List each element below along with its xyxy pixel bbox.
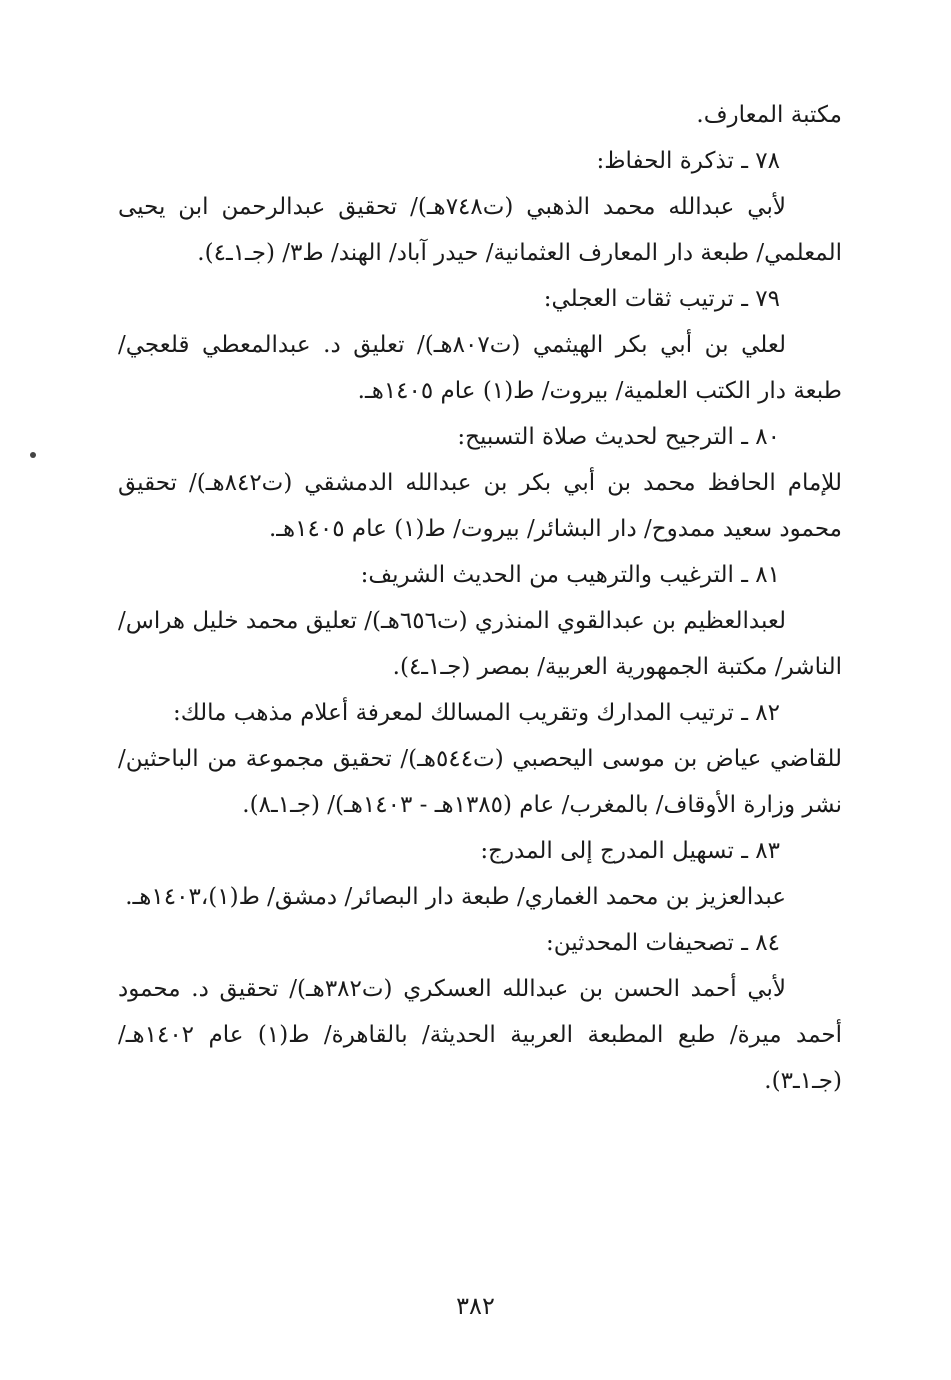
bibliography-entry-84 (118, 920, 842, 1104)
entry-heading: ٨٢ ـ ترتيب المدارك وتقريب المسالك لمعرفة أعلام مذهب مالك: (173, 700, 780, 726)
bibliography-entry-79 (118, 276, 842, 414)
entry-heading: ٨٤ ـ تصحيفات المحدثين: (545, 930, 780, 956)
entry-body: عبدالعزيز بن محمد الغماري/ طبعة دار البصائر/ دمشق/ ط(١)،١٤٠٣هـ. (125, 884, 786, 910)
bibliography-entry-80 (118, 414, 842, 552)
entry-body: لعلي بن أبي بكر الهيثمي (ت٨٠٧هـ)/ تعليق د. عبدالمعطي قلعجي/ طبعة دار الكتب العلمية/ بيروت/ ط(١) عام ١٤٠٥هـ. (118, 332, 842, 404)
bibliography-entry-82 (118, 690, 842, 828)
entry-heading: ٧٩ ـ ترتيب ثقات العجلي: (543, 286, 780, 312)
entry-body: للإمام الحافظ محمد بن أبي بكر بن عبدالله الدمشقي (ت٨٤٢هـ)/ تحقيق محمود سعيد ممدوح/ دار البشائر/ بيروت/ ط(١) عام ١٤٠٥هـ. (118, 470, 843, 542)
entry-body: لعبدالعظيم بن عبدالقوي المنذري (ت٦٥٦هـ)/ تعليق محمد خليل هراس/ الناشر/ مكتبة الجمهورية العربية/ بمصر (جـ١ـ٤). (118, 608, 842, 680)
bibliography-entry-83 (118, 828, 842, 920)
entry-body: للقاضي عياض بن موسى اليحصبي (ت٥٤٤هـ)/ تحقيق مجموعة من الباحثين/ نشر وزارة الأوقاف/ بالمغرب/ عام (١٣٨٥هـ - ١٤٠٣هـ)/ (جـ١ـ٨). (118, 746, 842, 818)
entry-body: لأبي عبدالله محمد الذهبي (ت٧٤٨هـ)/ تحقيق عبدالرحمن ابن يحيى المعلمي/ طبعة دار المعارف العثمانية/ حيدر آباد/ الهند/ ط٣/ (جـ١ـ٤). (118, 194, 842, 266)
entry-heading: ٨٠ ـ الترجيح لحديث صلاة التسبيح: (457, 424, 780, 450)
continuation-line: مكتبة المعارف. (696, 102, 842, 128)
page-number: ٣٨٢ (456, 1292, 495, 1320)
entry-heading: ٨١ ـ الترغيب والترهيب من الحديث الشريف: (360, 562, 780, 588)
entry-heading: ٧٨ ـ تذكرة الحفاظ: (596, 148, 780, 174)
bibliography-entry-78 (118, 138, 842, 276)
entry-body: لأبي أحمد الحسن بن عبدالله العسكري (ت٣٨٢هـ)/ تحقيق د. محمود أحمد ميرة/ طبع المطبعة العربية الحديثة/ بالقاهرة/ ط(١) عام ١٤٠٢هـ/ (جـ١ـ٣). (118, 976, 842, 1094)
scan-speck (30, 452, 36, 458)
bibliography-entry-81 (118, 552, 842, 690)
entry-heading: ٨٣ ـ تسهيل المدرج إلى المدرج: (480, 838, 780, 864)
bibliography-text (118, 92, 842, 1104)
